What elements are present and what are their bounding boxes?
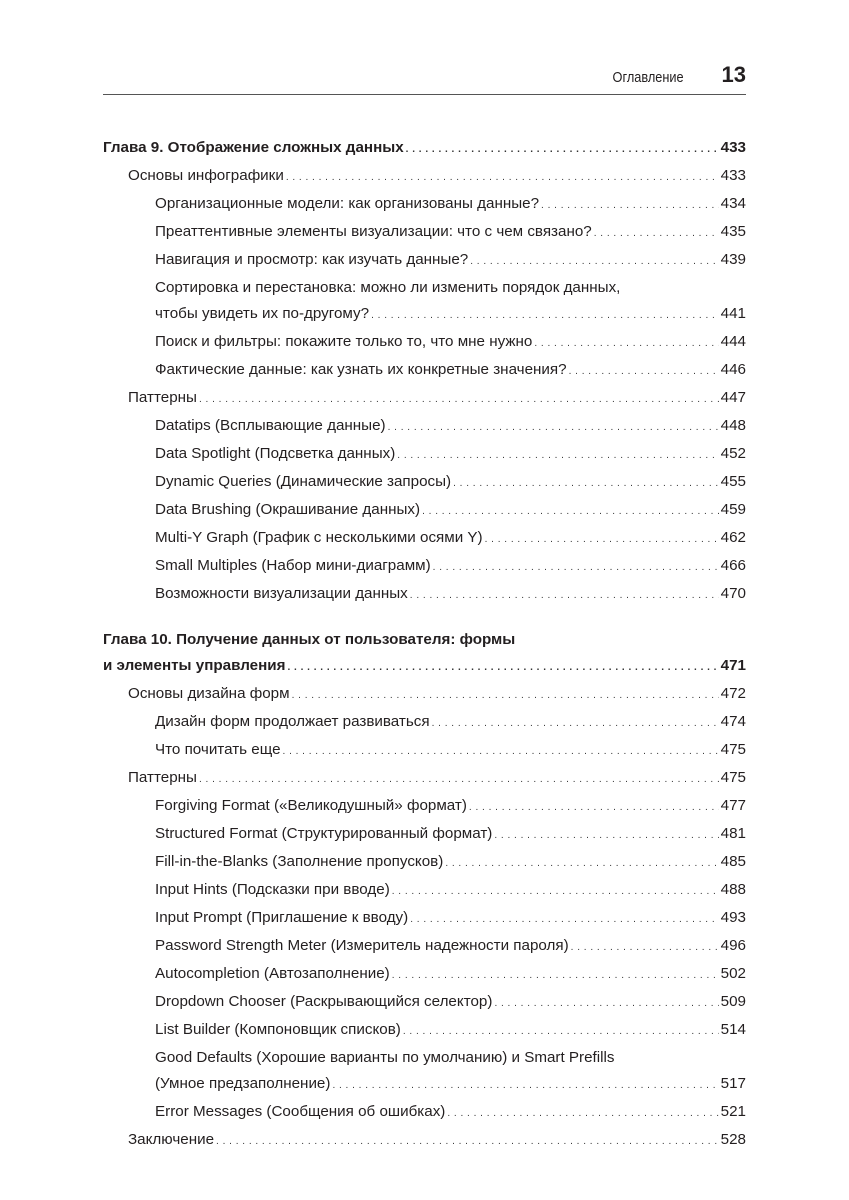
entry-page: 493	[720, 909, 746, 926]
toc-entry[interactable]	[103, 357, 746, 385]
leader-dots	[494, 823, 718, 849]
toc-entry[interactable]	[103, 709, 746, 737]
chapter-title: Глава 9. Отображение сложных данных	[103, 139, 404, 156]
toc-entry[interactable]	[103, 329, 746, 357]
entry-page: 472	[720, 685, 746, 702]
entry-label: Заключение	[128, 1131, 215, 1148]
entry-page: 517	[720, 1075, 746, 1092]
entry-label: Small Multiples (Набор мини-диаграмм)	[155, 557, 431, 574]
entry-label: Организационные модели: как организованы данные?	[155, 195, 540, 212]
entry-page: 466	[720, 557, 746, 574]
toc-entry[interactable]	[103, 793, 746, 821]
entry-label: Навигация и просмотр: как изучать данные?	[155, 251, 469, 268]
toc-entry[interactable]	[103, 191, 746, 219]
toc-entry[interactable]	[103, 163, 746, 191]
chapter-title-line1: Глава 10. Получение данных от пользователя: формы	[103, 631, 516, 648]
leader-dots	[422, 499, 719, 525]
entry-label: Input Prompt (Приглашение к вводу)	[155, 909, 409, 926]
chapter-9	[103, 135, 746, 609]
toc-entry[interactable]	[103, 1099, 746, 1127]
toc-entry[interactable]	[103, 765, 746, 793]
toc-entry[interactable]	[103, 821, 746, 849]
entry-page: 462	[720, 529, 746, 546]
leader-dots	[288, 655, 719, 681]
toc-entry[interactable]	[103, 933, 746, 961]
entry-page: 434	[720, 195, 746, 212]
entry-page: 459	[720, 501, 746, 518]
leader-dots	[410, 907, 718, 933]
header-rule	[103, 94, 746, 95]
entry-label: Password Strength Meter (Измеритель надежности пароля)	[155, 937, 569, 954]
toc-entry[interactable]	[103, 553, 746, 581]
entry-label: Паттерны	[128, 769, 197, 786]
toc-entry-multiline[interactable]	[103, 1045, 746, 1099]
toc-entry[interactable]	[103, 737, 746, 765]
leader-dots	[534, 331, 718, 357]
table-of-contents	[103, 135, 746, 1165]
leader-dots	[410, 583, 719, 609]
toc-entry[interactable]	[103, 681, 746, 709]
leader-dots	[392, 963, 719, 989]
leader-dots	[571, 935, 719, 961]
leader-dots	[453, 471, 719, 497]
leader-dots	[392, 879, 719, 905]
toc-entry-multiline[interactable]	[103, 275, 746, 329]
toc-entry[interactable]	[103, 413, 746, 441]
entry-label: Преаттентивные элементы визуализации: что с чем связано?	[155, 223, 592, 240]
entry-page: 514	[720, 1021, 746, 1038]
toc-entry[interactable]	[103, 989, 746, 1017]
entry-label: Autocompletion (Автозаполнение)	[155, 965, 390, 982]
toc-entry[interactable]	[103, 581, 746, 609]
entry-page: 521	[720, 1103, 746, 1120]
leader-dots	[397, 443, 718, 469]
toc-entry[interactable]	[103, 441, 746, 469]
leader-dots	[199, 387, 719, 413]
leader-dots	[541, 193, 719, 219]
chapter-heading[interactable]	[103, 627, 746, 681]
toc-entry[interactable]	[103, 469, 746, 497]
entry-label: Что почитать еще	[155, 741, 281, 758]
chapter-spacer	[103, 619, 746, 627]
leader-dots	[371, 303, 719, 329]
leader-dots	[433, 555, 719, 581]
toc-entry[interactable]	[103, 497, 746, 525]
entry-page: 447	[720, 389, 746, 406]
entry-label: Input Hints (Подсказки при вводе)	[155, 881, 390, 898]
entry-label: Data Spotlight (Подсветка данных)	[155, 445, 396, 462]
entry-page: 439	[720, 251, 746, 268]
entry-page: 441	[720, 305, 746, 322]
entry-label: Фактические данные: как узнать их конкретные значения?	[155, 361, 567, 378]
page-number: 13	[721, 62, 746, 87]
leader-dots	[403, 1019, 719, 1045]
entry-label: List Builder (Компоновщик списков)	[155, 1021, 401, 1038]
leader-dots	[216, 1129, 719, 1155]
entry-page: 435	[720, 223, 746, 240]
entry-page: 502	[720, 965, 746, 982]
entry-label: Datatips (Всплывающие данные)	[155, 417, 386, 434]
toc-entry[interactable]	[103, 849, 746, 877]
entry-label-line1: Good Defaults (Хорошие варианты по умолчанию) и Smart Prefills	[155, 1049, 615, 1066]
leader-dots	[332, 1073, 718, 1099]
entry-page: 444	[720, 333, 746, 350]
leader-dots	[470, 249, 718, 275]
toc-entry[interactable]	[103, 1017, 746, 1045]
entry-page: 481	[720, 825, 746, 842]
entry-label: чтобы увидеть их по-другому?	[155, 305, 370, 322]
entry-label: Поиск и фильтры: покажите только то, что мне нужно	[155, 333, 533, 350]
leader-dots	[445, 851, 718, 877]
leader-dots	[283, 739, 719, 765]
entry-label: Основы дизайна форм	[128, 685, 290, 702]
toc-entry[interactable]	[103, 961, 746, 989]
leader-dots	[432, 711, 719, 737]
entry-label: Error Messages (Сообщения об ошибках)	[155, 1103, 446, 1120]
entry-label: Forgiving Format («Великодушный» формат)	[155, 797, 467, 814]
entry-label: Дизайн форм продолжает развиваться	[155, 713, 430, 730]
toc-entry[interactable]	[103, 247, 746, 275]
toc-entry[interactable]	[103, 219, 746, 247]
leader-dots	[286, 165, 719, 191]
entry-page: 455	[720, 473, 746, 490]
leader-dots	[292, 683, 719, 709]
entry-label: (Умное предзаполнение)	[155, 1075, 331, 1092]
entry-page: 475	[720, 741, 746, 758]
leader-dots	[494, 991, 718, 1017]
entry-label: Основы инфографики	[128, 167, 284, 184]
leader-dots	[388, 415, 719, 441]
entry-page: 470	[720, 585, 746, 602]
entry-page: 452	[720, 445, 746, 462]
toc-entry[interactable]	[103, 1127, 746, 1155]
entry-page: 496	[720, 937, 746, 954]
leader-dots	[569, 359, 719, 385]
toc-entry[interactable]	[103, 877, 746, 905]
leader-dots	[469, 795, 719, 821]
toc-entry[interactable]	[103, 385, 746, 413]
entry-label-line1: Сортировка и перестановка: можно ли изменить порядок данных,	[155, 279, 621, 296]
leader-dots	[199, 767, 719, 793]
entry-label: Structured Format (Структурированный формат)	[155, 825, 493, 842]
chapter-10	[103, 627, 746, 1155]
entry-page: 475	[720, 769, 746, 786]
entry-page: 485	[720, 853, 746, 870]
entry-label: Паттерны	[128, 389, 197, 406]
leader-dots	[594, 221, 719, 247]
leader-dots	[485, 527, 719, 553]
toc-entry[interactable]	[103, 525, 746, 553]
entry-page: 448	[720, 417, 746, 434]
entry-label: Возможности визуализации данных	[155, 585, 408, 602]
entry-page: 446	[720, 361, 746, 378]
entry-label: Multi-Y Graph (График с несколькими осями Y)	[155, 529, 483, 546]
entry-line2	[155, 1071, 746, 1099]
entry-page: 477	[720, 797, 746, 814]
entry-label: Fill-in-the-Blanks (Заполнение пропусков)	[155, 853, 444, 870]
entry-page: 509	[720, 993, 746, 1010]
entry-label: Data Brushing (Окрашивание данных)	[155, 501, 421, 518]
entry-label: Dynamic Queries (Динамические запросы)	[155, 473, 452, 490]
entry-page: 433	[720, 167, 746, 184]
entry-page: 488	[720, 881, 746, 898]
chapter-title-line2: и элементы управления	[103, 657, 286, 674]
chapter-title-line2-row	[103, 653, 746, 681]
leader-dots	[406, 137, 719, 163]
entry-page: 528	[720, 1131, 746, 1148]
running-head-title: Оглавление	[612, 69, 684, 86]
toc-entry[interactable]	[103, 905, 746, 933]
chapter-page: 433	[720, 139, 746, 156]
chapter-heading[interactable]	[103, 135, 746, 163]
running-head	[103, 60, 746, 94]
entry-label: Dropdown Chooser (Раскрывающийся селектор)	[155, 993, 493, 1010]
leader-dots	[447, 1101, 718, 1127]
entry-page: 474	[720, 713, 746, 730]
chapter-page: 471	[720, 657, 746, 674]
entry-line2	[155, 301, 746, 329]
